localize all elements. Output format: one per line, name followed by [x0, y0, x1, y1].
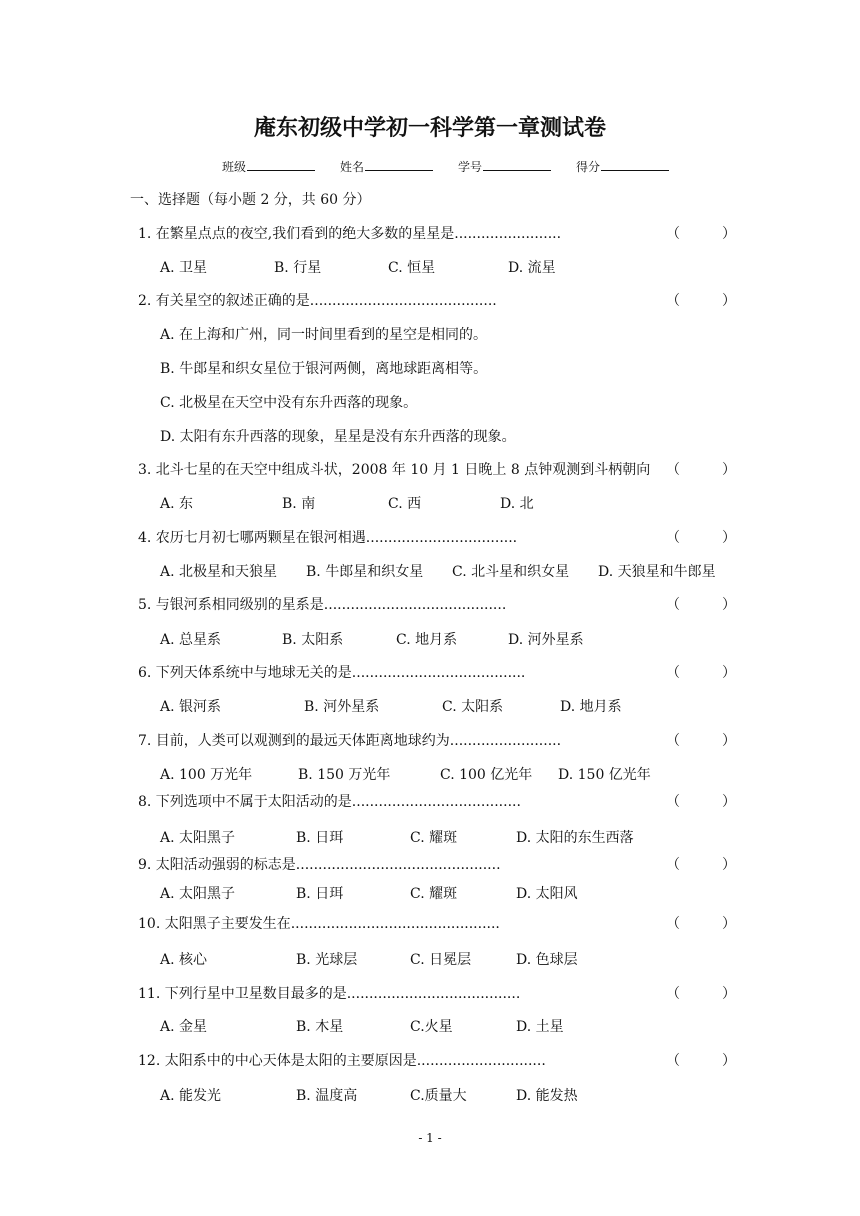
answer-paren-close: ） [722, 226, 736, 242]
question-stem: 7. 目前，人类可以观测到的最远天体距离地球约为......................... [138, 733, 562, 749]
student-id-blank[interactable] [483, 158, 551, 171]
question-stem: 5. 与银河系相同级别的星系是......................................... [138, 597, 507, 613]
option-a: A. 太阳黑子 [160, 830, 236, 846]
option-a: A. 太阳黑子 [160, 886, 236, 902]
option-a: A. 银河系 [160, 699, 222, 715]
option-b: B. 牛郎星和织女星位于银河两侧，离地球距离相等。 [160, 361, 488, 377]
name-blank[interactable] [365, 158, 433, 171]
answer-paren-close: ） [722, 597, 736, 613]
option-b: B. 150 万光年 [298, 767, 391, 783]
score-field [576, 158, 669, 175]
answer-paren-close: ） [722, 916, 736, 932]
answer-paren-open: （ [666, 794, 680, 810]
answer-paren-open: （ [666, 916, 680, 932]
option-a: A. 100 万光年 [160, 767, 253, 783]
answer-paren-open: （ [666, 597, 680, 613]
option-a: A. 总星系 [160, 632, 222, 648]
question-stem: 6. 下列天体系统中与地球无关的是....................................... [138, 665, 526, 681]
question-stem: 12. 太阳系中的中心天体是太阳的主要原因是............................. [138, 1053, 546, 1069]
answer-paren-open: （ [666, 1053, 680, 1069]
option-d: D. 太阳风 [516, 886, 578, 902]
option-b: B. 牛郎星和织女星 [306, 564, 424, 580]
option-c: C. 100 亿光年 [440, 767, 533, 783]
score-label: 得分 [576, 160, 601, 174]
option-c: C.火星 [410, 1019, 453, 1035]
answer-paren-close: ） [722, 733, 736, 749]
answer-paren-open: （ [666, 986, 680, 1002]
option-c: C. 太阳系 [442, 699, 504, 715]
student-id-field [458, 158, 551, 175]
option-d: D. 能发热 [516, 1088, 578, 1104]
name-field [340, 158, 433, 175]
answer-paren-open: （ [666, 857, 680, 873]
question-stem: 11. 下列行星中卫星数目最多的是....................................... [138, 986, 521, 1002]
option-a: A. 东 [160, 496, 194, 512]
answer-paren-close: ） [722, 530, 736, 546]
question-stem: 3. 北斗七星的在天空中组成斗状，2008 年 10 月 1 日晚上 8 点钟观测到斗柄朝向 [138, 462, 651, 478]
answer-paren-open: （ [666, 665, 680, 681]
answer-paren-close: ） [722, 857, 736, 873]
option-b: B. 温度高 [296, 1088, 358, 1104]
option-b: B. 太阳系 [282, 632, 344, 648]
answer-paren-open: （ [666, 462, 680, 478]
option-a: A. 卫星 [160, 260, 208, 276]
answer-paren-close: ） [722, 1053, 736, 1069]
option-b: B. 南 [282, 496, 316, 512]
answer-paren-close: ） [722, 462, 736, 478]
name-label: 姓名 [340, 160, 365, 174]
option-c: C.质量大 [410, 1088, 467, 1104]
question-stem: 4. 农历七月初七哪两颗星在银河相遇.................................. [138, 530, 518, 546]
option-d: D. 太阳有东升西落的现象，星星是没有东升西落的现象。 [160, 429, 516, 445]
option-d: D. 色球层 [516, 952, 578, 968]
option-b: B. 河外星系 [304, 699, 380, 715]
option-c: C. 日冕层 [410, 952, 472, 968]
option-d: D. 太阳的东生西落 [516, 830, 634, 846]
class-field [222, 158, 315, 175]
answer-paren-open: （ [666, 733, 680, 749]
option-b: B. 日珥 [296, 830, 344, 846]
option-a: A. 核心 [160, 952, 208, 968]
option-a: A. 能发光 [160, 1088, 222, 1104]
option-c: C. 耀斑 [410, 830, 458, 846]
option-d: D. 流星 [508, 260, 556, 276]
answer-paren-close: ） [722, 986, 736, 1002]
option-d: D. 150 亿光年 [558, 767, 651, 783]
class-blank[interactable] [247, 158, 315, 171]
answer-paren-close: ） [722, 293, 736, 309]
answer-paren-close: ） [722, 665, 736, 681]
answer-paren-open: （ [666, 530, 680, 546]
question-stem: 2. 有关星空的叙述正确的是.......................................... [138, 293, 497, 309]
option-d: D. 地月系 [560, 699, 622, 715]
option-b: B. 日珥 [296, 886, 344, 902]
option-c: C. 北极星在天空中没有东升西落的现象。 [160, 395, 418, 411]
option-c: C. 北斗星和织女星 [452, 564, 570, 580]
question-stem: 9. 太阳活动强弱的标志是.............................................. [138, 857, 501, 873]
question-stem: 10. 太阳黑子主要发生在............................................... [138, 916, 500, 932]
option-c: C. 恒星 [388, 260, 436, 276]
answer-paren-open: （ [666, 226, 680, 242]
answer-paren-close: ） [722, 794, 736, 810]
section-heading: 一、选择题（每小题 2 分，共 60 分） [130, 192, 371, 208]
option-c: C. 地月系 [396, 632, 458, 648]
option-a: A. 金星 [160, 1019, 208, 1035]
option-d: D. 河外星系 [508, 632, 584, 648]
option-b: B. 光球层 [296, 952, 358, 968]
option-a: A. 在上海和广州，同一时间里看到的星空是相同的。 [160, 327, 488, 343]
option-b: B. 木星 [296, 1019, 344, 1035]
option-d: D. 土星 [516, 1019, 564, 1035]
option-d: D. 北 [500, 496, 534, 512]
question-stem: 1. 在繁星点点的夜空,我们看到的绝大多数的星星是........................ [138, 226, 562, 242]
option-c: C. 西 [388, 496, 422, 512]
option-d: D. 天狼星和牛郎星 [598, 564, 716, 580]
page-number: - 1 - [418, 1131, 442, 1145]
option-a: A. 北极星和天狼星 [160, 564, 278, 580]
option-b: B. 行星 [274, 260, 322, 276]
answer-paren-open: （ [666, 293, 680, 309]
option-c: C. 耀斑 [410, 886, 458, 902]
question-stem: 8. 下列选项中不属于太阳活动的是...................................... [138, 794, 521, 810]
exam-title: 庵东初级中学初一科学第一章测试卷 [253, 115, 606, 141]
class-label: 班级 [222, 160, 247, 174]
score-blank[interactable] [601, 158, 669, 171]
student-id-label: 学号 [458, 160, 483, 174]
